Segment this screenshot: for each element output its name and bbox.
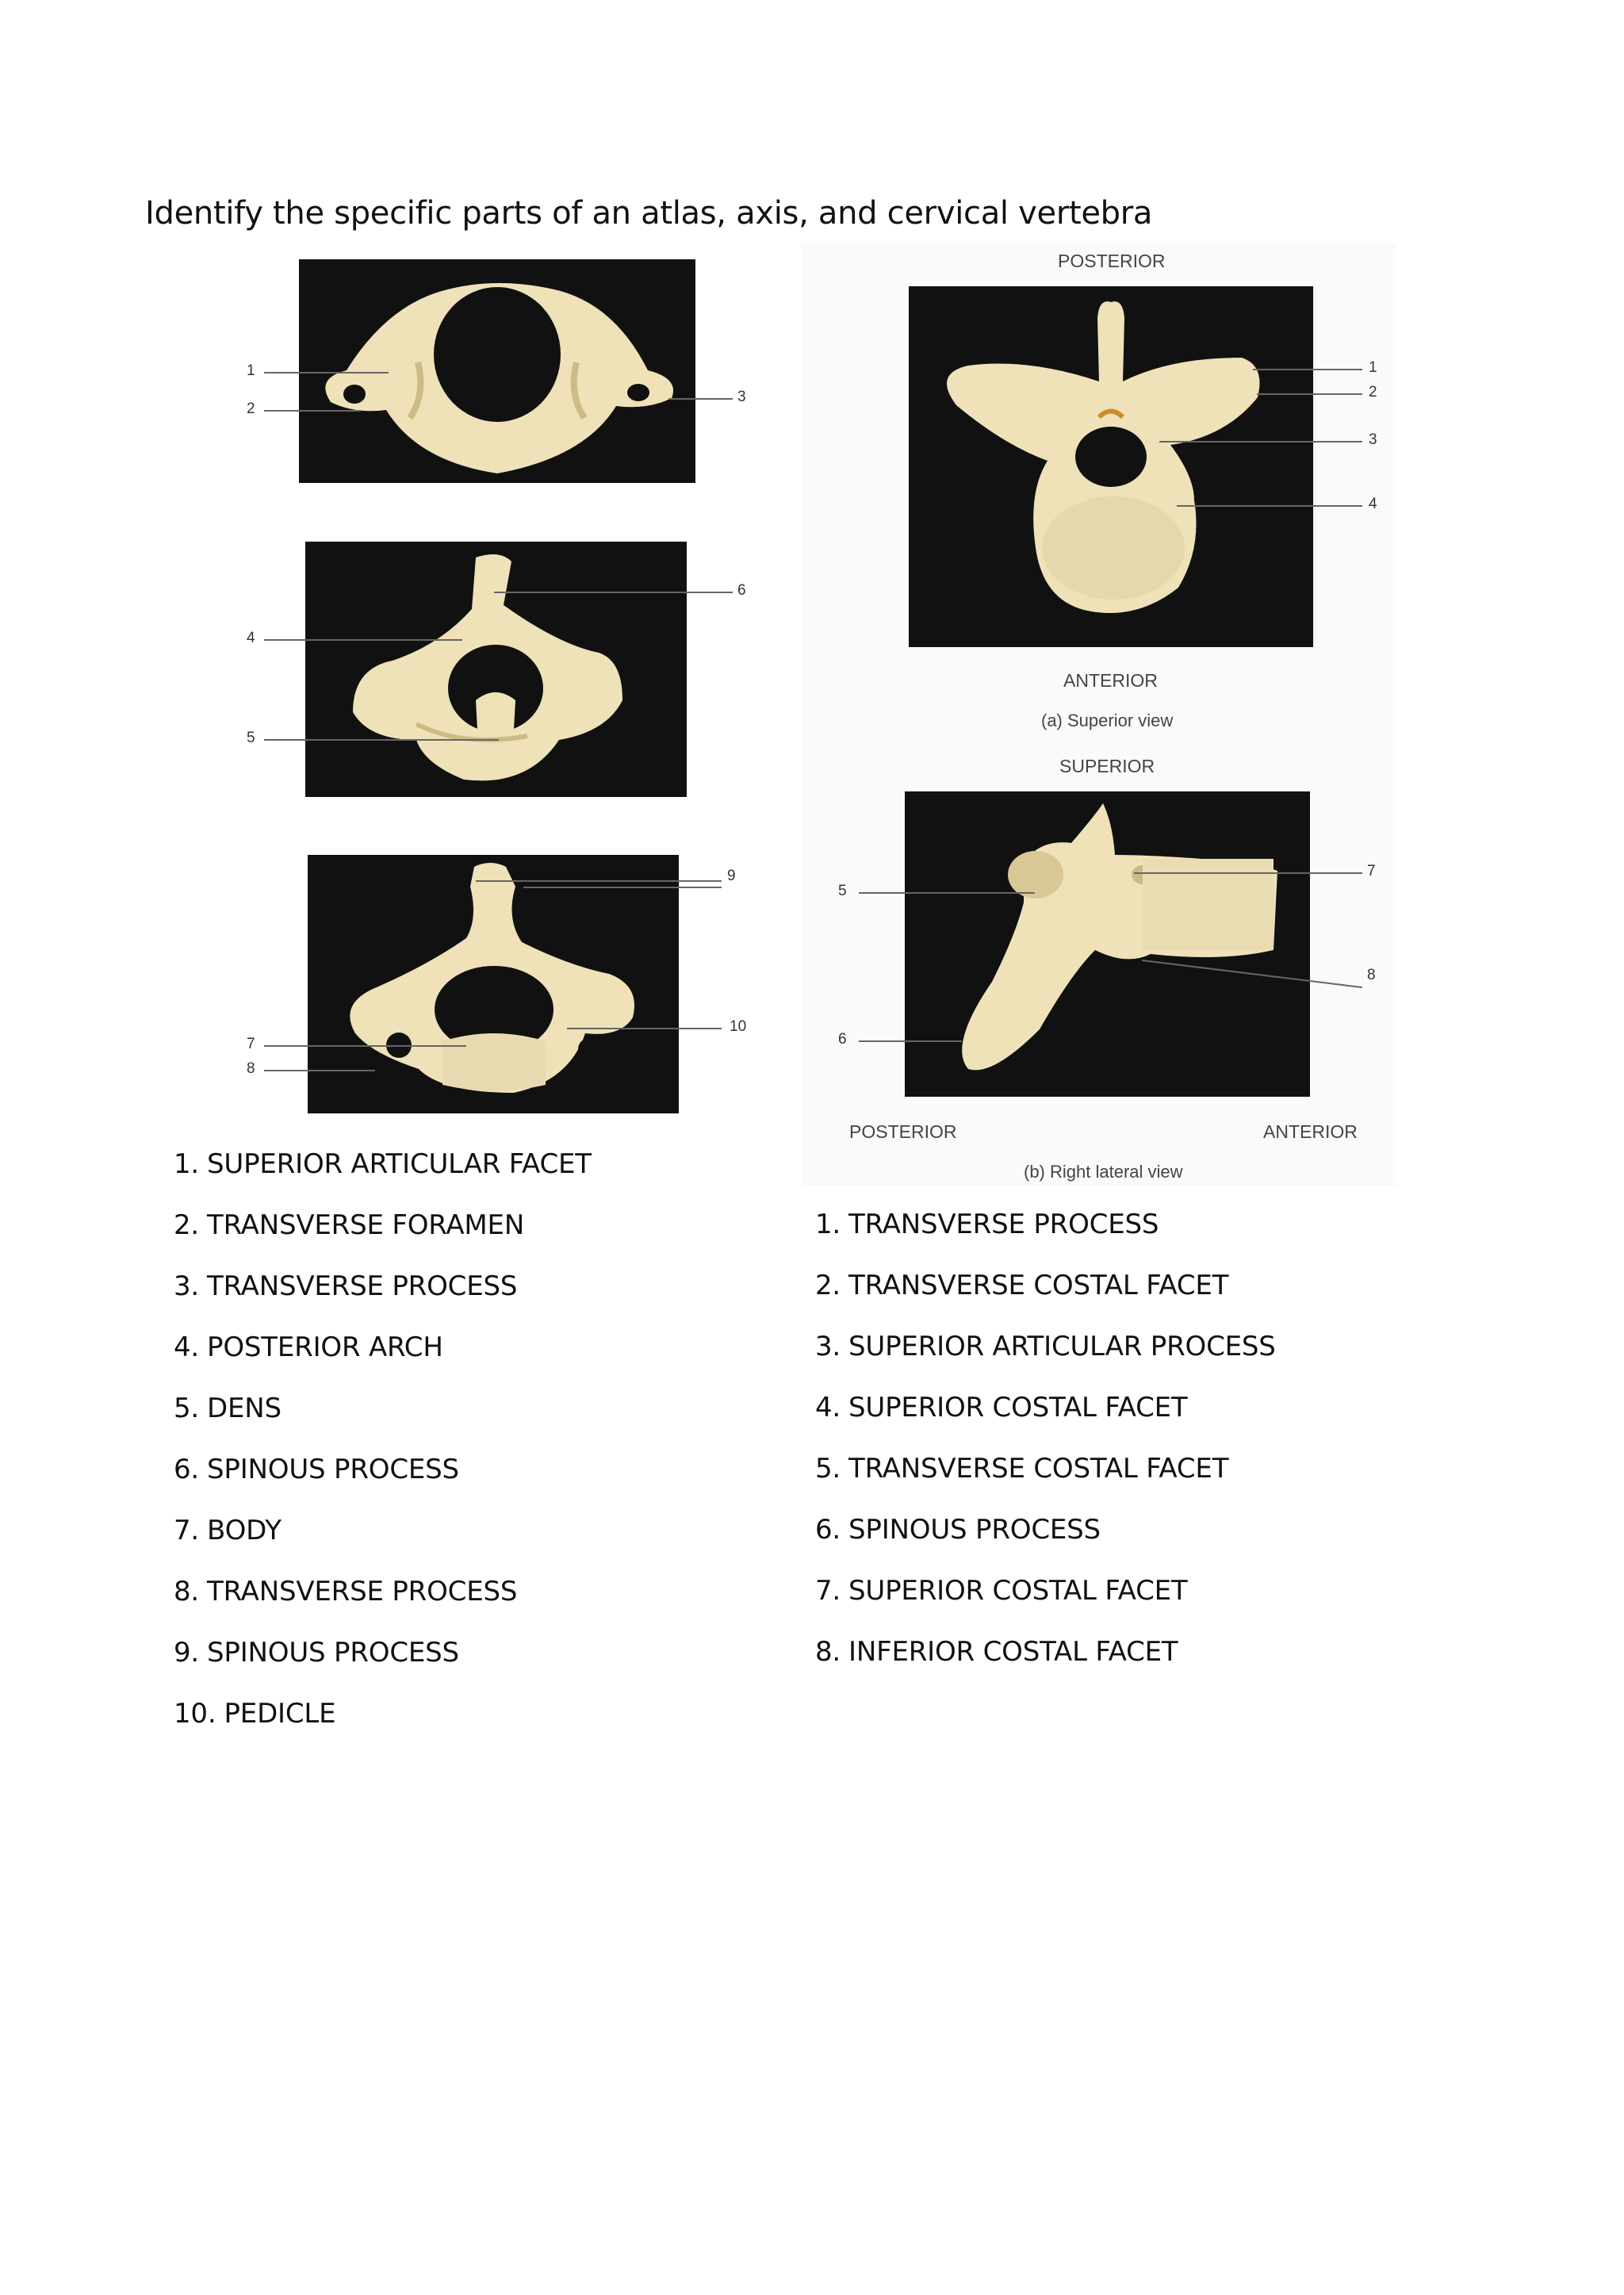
superior-view-caption: (a) Superior view xyxy=(1041,711,1174,730)
lateral-view-top-label: SUPERIOR xyxy=(1059,756,1155,776)
list-item: 8. TRANSVERSE PROCESS xyxy=(174,1576,518,1607)
page-title: Identify the specific parts of an atlas, axis, and cervical vertebra xyxy=(145,195,1153,232)
superior-view-bottom-label: ANTERIOR xyxy=(1063,670,1158,691)
lateral-view-left-label: POSTERIOR xyxy=(849,1121,957,1142)
superior-callout-2: 2 xyxy=(1369,384,1377,400)
superior-leader-4 xyxy=(1177,505,1362,507)
axis-leader-6 xyxy=(494,592,733,593)
list-item: 6. SPINOUS PROCESS xyxy=(174,1454,459,1485)
superior-callout-1: 1 xyxy=(1369,359,1377,376)
cervical-leader-10 xyxy=(567,1028,722,1029)
atlas-photo xyxy=(299,259,695,483)
cervical-callout-10: 10 xyxy=(730,1018,747,1035)
list-item: 6. SPINOUS PROCESS xyxy=(815,1514,1101,1546)
axis-photo xyxy=(305,542,687,797)
lateral-callout-7: 7 xyxy=(1367,863,1376,879)
list-item: 4. POSTERIOR ARCH xyxy=(174,1331,443,1363)
lateral-leader-5 xyxy=(859,892,1035,894)
list-item: 2. TRANSVERSE FORAMEN xyxy=(174,1209,525,1241)
cervical-leader-9b xyxy=(523,887,722,888)
axis-leader-4 xyxy=(264,639,462,641)
lateral-leader-7 xyxy=(1134,872,1362,874)
atlas-callout-2: 2 xyxy=(247,400,255,417)
list-item: 3. TRANSVERSE PROCESS xyxy=(174,1270,518,1302)
lateral-callout-8: 8 xyxy=(1367,967,1376,983)
atlas-leader-3 xyxy=(668,398,733,400)
superior-view-top-label: POSTERIOR xyxy=(1058,251,1166,271)
list-item: 9. SPINOUS PROCESS xyxy=(174,1637,459,1669)
right-answer-list xyxy=(815,1209,1276,1697)
cervical-callout-7: 7 xyxy=(247,1036,255,1052)
list-item: 2. TRANSVERSE COSTAL FACET xyxy=(815,1270,1229,1301)
lateral-view-right-label: ANTERIOR xyxy=(1263,1121,1358,1142)
atlas-leader-1 xyxy=(264,372,389,374)
list-item: 8. INFERIOR COSTAL FACET xyxy=(815,1636,1178,1668)
list-item: 1. TRANSVERSE PROCESS xyxy=(815,1209,1159,1240)
list-item: 7. BODY xyxy=(174,1515,282,1546)
axis-leader-5 xyxy=(264,739,499,741)
superior-leader-1 xyxy=(1253,369,1362,370)
superior-leader-3 xyxy=(1159,441,1362,443)
list-item: 3. SUPERIOR ARTICULAR PROCESS xyxy=(815,1331,1276,1362)
list-item: 5. TRANSVERSE COSTAL FACET xyxy=(815,1453,1229,1485)
list-item: 10. PEDICLE xyxy=(174,1698,336,1730)
list-item: 5. DENS xyxy=(174,1393,282,1424)
axis-callout-5: 5 xyxy=(247,730,255,746)
lateral-callout-6: 6 xyxy=(838,1031,847,1048)
atlas-leader-2 xyxy=(264,410,361,412)
cervical-callout-9: 9 xyxy=(727,868,736,884)
superior-callout-3: 3 xyxy=(1369,431,1377,448)
list-item: 4. SUPERIOR COSTAL FACET xyxy=(815,1392,1188,1423)
lateral-leader-6 xyxy=(859,1040,962,1042)
cervical-leader-8 xyxy=(264,1070,375,1071)
axis-callout-6: 6 xyxy=(737,582,746,599)
axis-callout-4: 4 xyxy=(247,630,255,646)
cervical-callout-8: 8 xyxy=(247,1060,255,1077)
superior-callout-4: 4 xyxy=(1369,496,1377,512)
list-item: 1. SUPERIOR ARTICULAR FACET xyxy=(174,1148,592,1180)
lateral-callout-5: 5 xyxy=(838,883,847,899)
left-answer-list xyxy=(174,1148,592,1759)
lateral-view-caption: (b) Right lateral view xyxy=(1024,1162,1183,1182)
atlas-callout-3: 3 xyxy=(737,389,746,405)
cervical-photo xyxy=(308,855,679,1113)
thoracic-lateral-photo xyxy=(905,791,1310,1097)
list-item: 7. SUPERIOR COSTAL FACET xyxy=(815,1575,1188,1607)
thoracic-superior-photo xyxy=(909,286,1313,647)
atlas-callout-1: 1 xyxy=(247,362,255,379)
superior-leader-2 xyxy=(1257,393,1362,395)
cervical-leader-7 xyxy=(264,1045,466,1047)
cervical-leader-9a xyxy=(476,880,722,882)
